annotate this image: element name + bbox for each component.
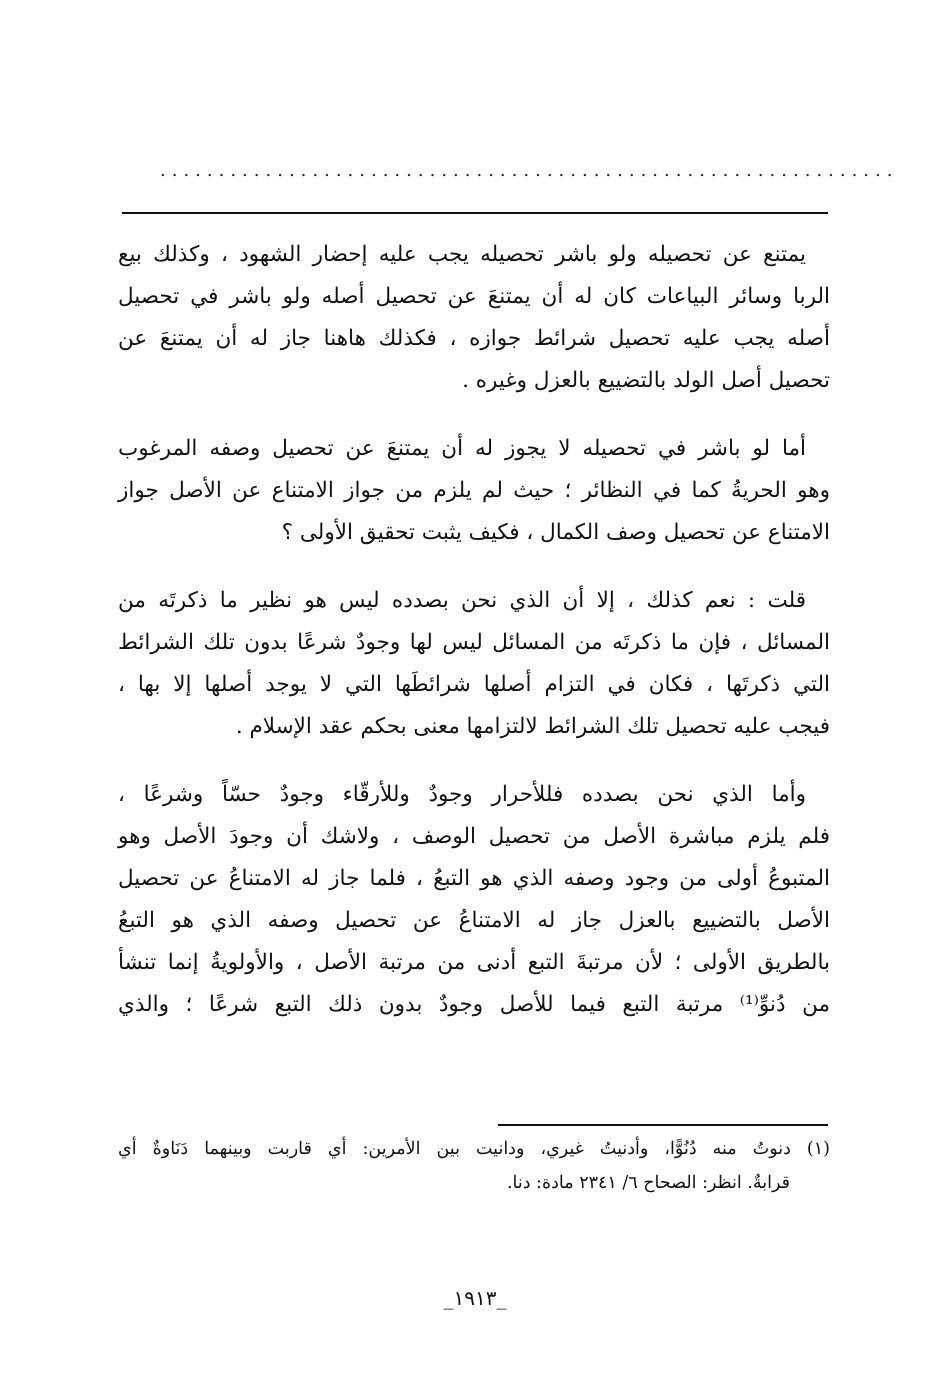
text-line: المتبوعُ أولى من وجود وصفه الذي هو التبعُ ، فلما جاز له الامتناعُ عن تحصيل	[118, 866, 830, 891]
text-line: تحصيل أصل الولد بالتضييع بالعزل وغيره .	[462, 368, 830, 393]
paragraph-3	[118, 580, 830, 748]
text-line: قلت : نعم كذلك ، إلا أن الذي نحن بصدده ليس هو نظير ما ذكرتَه من	[118, 588, 806, 613]
text-line: أصله يجب عليه تحصيل شرائط جوازه ، فكذلك هاهنا جاز له أن يمتنعَ عن	[118, 326, 830, 351]
text-line: المسائل ، فإن ما ذكرتَه من المسائل ليس لها وجودٌ شرعًا بدون تلك الشرائط	[118, 630, 830, 655]
text-line: وهو الحريةُ كما في النظائر ؛ حيث لم يلزم من جواز الامتناع عن الأصل جواز	[118, 478, 830, 503]
text-line: الربا وسائر البياعات كان له أن يمتنعَ عن تحصيل أصله ولو باشر في تحصيل	[118, 284, 830, 309]
main-text	[118, 234, 830, 1052]
text-line: من دُنوِّ⁽¹⁾ مرتبة التبع فيما للأصل وجودٌ بدون ذلك التبع شرعًا ؛ والذي	[118, 992, 830, 1017]
footnote-line: قرابةٌ. انظر: الصحاح ٦/ ٢٣٤١ مادة: دنا.	[506, 1173, 790, 1193]
paragraph-4	[118, 774, 830, 1026]
text-line: الامتناع عن تحصيل وصف الكمال ، فكيف يثبت تحقيق الأولى ؟	[281, 520, 830, 545]
paragraph-1	[118, 234, 830, 402]
text-line: الأصل بالتضييع بالعزل جاز له الامتناعُ عن تحصيل وصفه الذي هو التبعُ	[118, 908, 830, 933]
header-dotted-line: ...............................................................	[160, 160, 899, 181]
text-line: فلم يلزم مباشرة الأصل من تحصيل الوصف ، ولاشك أن وجودَ الأصل وهو	[118, 824, 830, 849]
text-line: فيجب عليه تحصيل تلك الشرائط لالتزامها معنى بحكم عقد الإسلام .	[235, 714, 830, 739]
page-number: _١٩١٣_	[443, 1286, 507, 1310]
text-line: بالطريق الأولى ؛ لأن مرتبةَ التبع أدنى من مرتبة الأصل ، والأولويةُ إنما تنشأ	[118, 950, 830, 975]
footnote-line: (١) دنوتُ منه دُنُوًّا، وأدنيتُ غيري، ودانيت بين الأمرين: أي قاربت وبينهما دَنَاوةٌ أي	[118, 1139, 830, 1159]
text-line: يمتنع عن تحصيله ولو باشر تحصيله يجب عليه إحضار الشهود ، وكذلك بيع	[118, 242, 806, 267]
paragraph-2	[118, 428, 830, 554]
header-rule	[122, 212, 828, 214]
footnote-rule	[498, 1124, 828, 1126]
text-line: التي ذكرتَها ، فكان في التزام أصلها شرائطَها التي لا يوجد أصلها إلا بها ،	[118, 672, 830, 697]
footnotes	[118, 1132, 830, 1200]
text-line: وأما الذي نحن بصدده فللأحرار وجودٌ وللأرقّاء وجودٌ حسّاً وشرعًا ،	[118, 782, 806, 807]
text-line: أما لو باشر في تحصيله لا يجوز له أن يمتنعَ عن تحصيل وصفه المرغوب	[118, 436, 806, 461]
